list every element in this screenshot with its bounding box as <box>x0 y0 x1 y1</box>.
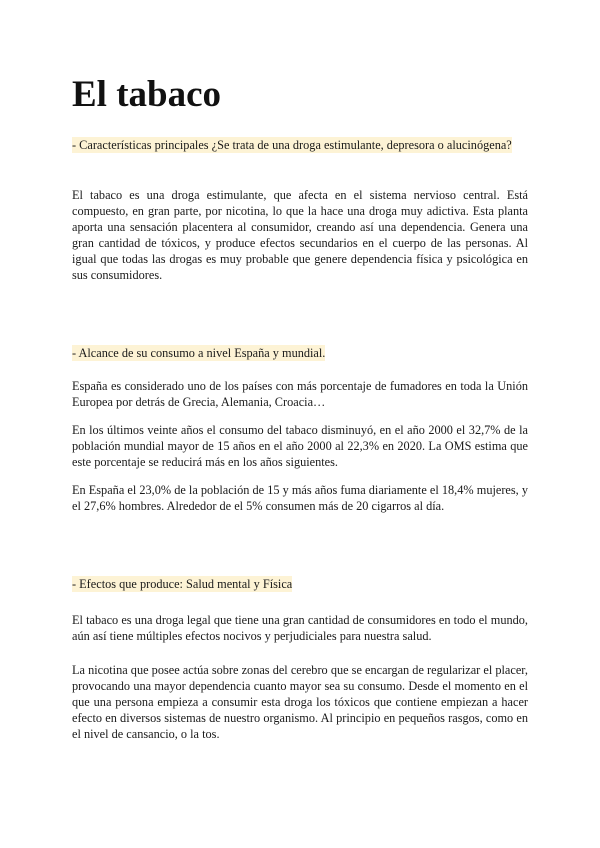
page-title: El tabaco <box>72 74 222 115</box>
section-heading-text: - Efectos que produce: Salud mental y Física <box>72 577 293 591</box>
paragraph: España es considerado uno de los países con más porcentaje de fumadores en toda la Unión Europea por detrás de Grecia, Alemania, Croacia… <box>72 379 528 409</box>
section-heading-effects <box>72 576 528 592</box>
paragraph: En España el 23,0% de la población de 15 y más años fuma diariamente el 18,4% mujeres, y el 27,6% hombres. Alrededor de el 5% consumen más de 20 cigarros al día. <box>72 483 528 513</box>
section-heading-consumption <box>72 345 528 361</box>
paragraph: En los últimos veinte años el consumo del tabaco disminuyó, en el año 2000 el 32,7% de la población mundial mayor de 15 años en el año 2000 al 22,3% en 2020. La OMS estima que este porcentaje se reducirá más en los años siguientes. <box>72 423 528 469</box>
section-heading-text: - Alcance de su consumo a nivel España y mundial. <box>72 346 326 360</box>
paragraph: La nicotina que posee actúa sobre zonas del cerebro que se encargan de regularizar el placer, provocando una mayor dependencia cuanto mayor sea su consumo. Desde el momento en el que una persona empieza a consumir esta droga los tóxicos que contiene empiezan a hacer efecto en diversos sistemas de nuestro organismo. Al principio en pequeños rasgos, como en el nivel de cansancio, o la tos. <box>72 663 528 741</box>
section-heading-characteristics <box>72 137 528 153</box>
paragraph: El tabaco es una droga legal que tiene una gran cantidad de consumidores en todo el mundo, aún así tiene múltiples efectos nocivos y perjudiciales para nuestra salud. <box>72 613 528 643</box>
section-heading-text: - Características principales ¿Se trata de una droga estimulante, depresora o alucinógena? <box>72 138 512 152</box>
paragraph: El tabaco es una droga estimulante, que afecta en el sistema nervioso central. Está compuesto, en gran parte, por nicotina, lo que la hace una droga muy adictiva. Esta planta aporta una sensación placentera al consumidor, creando así una dependencia. Genera una gran cantidad de tóxicos, y produce efectos secundarios en el cuerpo de las personas. Al igual que todas las drogas es muy probable que genere dependencia física y psicológica en sus consumidores. <box>72 188 528 282</box>
